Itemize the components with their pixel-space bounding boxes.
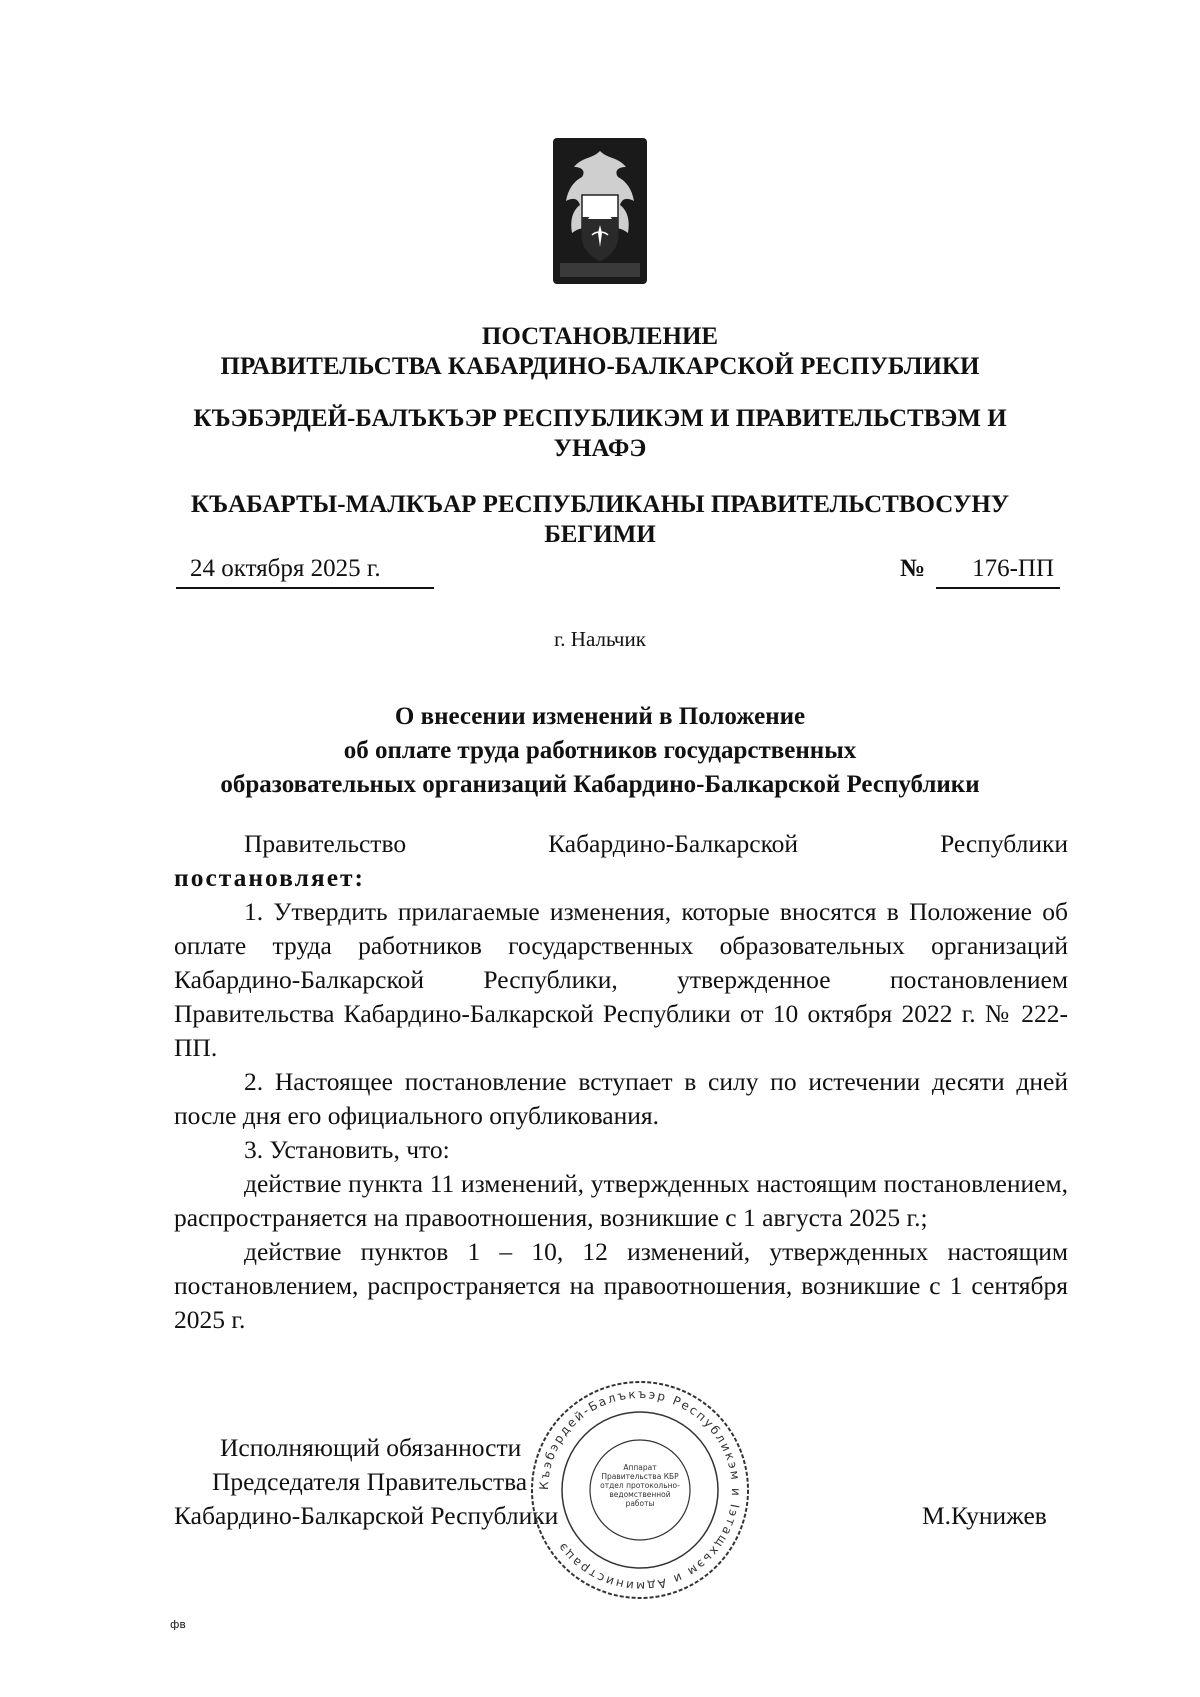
balkar-line-1: КЪАБАРТЫ-МАЛКЪАР РЕСПУБЛИКАНЫ ПРАВИТЕЛЬСТВОСУНУ — [190, 491, 1010, 518]
body-text — [174, 827, 1068, 1337]
item-3: 3. Установить, что: — [244, 1135, 450, 1164]
header-line-2: ПРАВИТЕЛЬСТВА КАБАРДИНО-БАЛКАРСКОЙ РЕСПУБЛИКИ — [220, 353, 980, 380]
document-type-heading — [0, 322, 1200, 382]
item-1: 1. Утвердить прилагаемые изменения, которые вносятся в Положение об оплате труда работников государственных образовательных организаций Кабардино-Балкарской Республики, утвержденное постановлением Правительства Кабардино-Балкарской Республики от 10 октября 2022 г. № 222-ПП. — [174, 897, 1068, 1062]
subject-heading — [0, 700, 1200, 802]
kabardian-line-1: КЪЭБЭРДЕЙ-БАЛЪКЪЭР РЕСПУБЛИКЭМ И ПРАВИТЕЛЬСТВЭМ И — [193, 405, 1007, 432]
subject-line-3: образовательных организаций Кабардино-Балкарской Республики — [220, 771, 980, 798]
subject-line-2: об оплате труда работников государственных — [343, 737, 857, 764]
item-3-b: действие пунктов 1 – 10, 12 изменений, утвержденных настоящим постановлением, распространяется на правоотношения, возникшие с 1 сентября 2025 г. — [174, 1237, 1068, 1334]
official-stamp — [525, 1375, 755, 1605]
header-line-1: ПОСТАНОВЛЕНИЕ — [481, 323, 719, 350]
stamp-outer-text: Къэбэрдей-Балъкъэр Республикэм и Iэтащхьэм и Администрацэ — [536, 1386, 744, 1594]
city: г. Нальчик — [554, 627, 646, 651]
kabardian-line-2: УНАФЭ — [553, 435, 647, 462]
stamp-center-text: Аппарат Правительства КБР отдел протокольно-ведомственной работы — [600, 1463, 680, 1508]
item-2: 2. Настоящее постановление вступает в силу по истечении десяти дней после дня его официального опубликования. — [174, 1067, 1068, 1130]
signatory-name: М.Кунижев — [922, 1501, 1047, 1530]
preamble-line-2: постановляет: — [174, 863, 366, 892]
kabardian-heading — [0, 404, 1200, 464]
subject-line-1: О внесении изменений в Положение — [394, 703, 806, 730]
item-3-a: действие пункта 11 изменений, утвержденных настоящим постановлением, распространяется на правоотношения, возникшие с 1 августа 2025 г.; — [174, 1169, 1068, 1232]
coat-of-arms-emblem — [552, 137, 648, 287]
signature-line-3: Кабардино-Балкарской Республики — [174, 1501, 559, 1530]
signature-line-1: Исполняющий обязанности — [220, 1433, 522, 1462]
number-label: № — [900, 555, 926, 582]
document-number: 176-ПП — [936, 555, 1060, 589]
balkar-heading — [0, 490, 1200, 550]
signature-line-2: Председателя Правительства — [212, 1467, 528, 1496]
footer-mark: фв — [170, 1618, 186, 1631]
balkar-line-2: БЕГИМИ — [544, 521, 656, 548]
preamble-line-1: Правительство Кабардино-Балкарской Республики — [244, 829, 1068, 858]
document-date: 24 октября 2025 г. — [176, 555, 434, 589]
